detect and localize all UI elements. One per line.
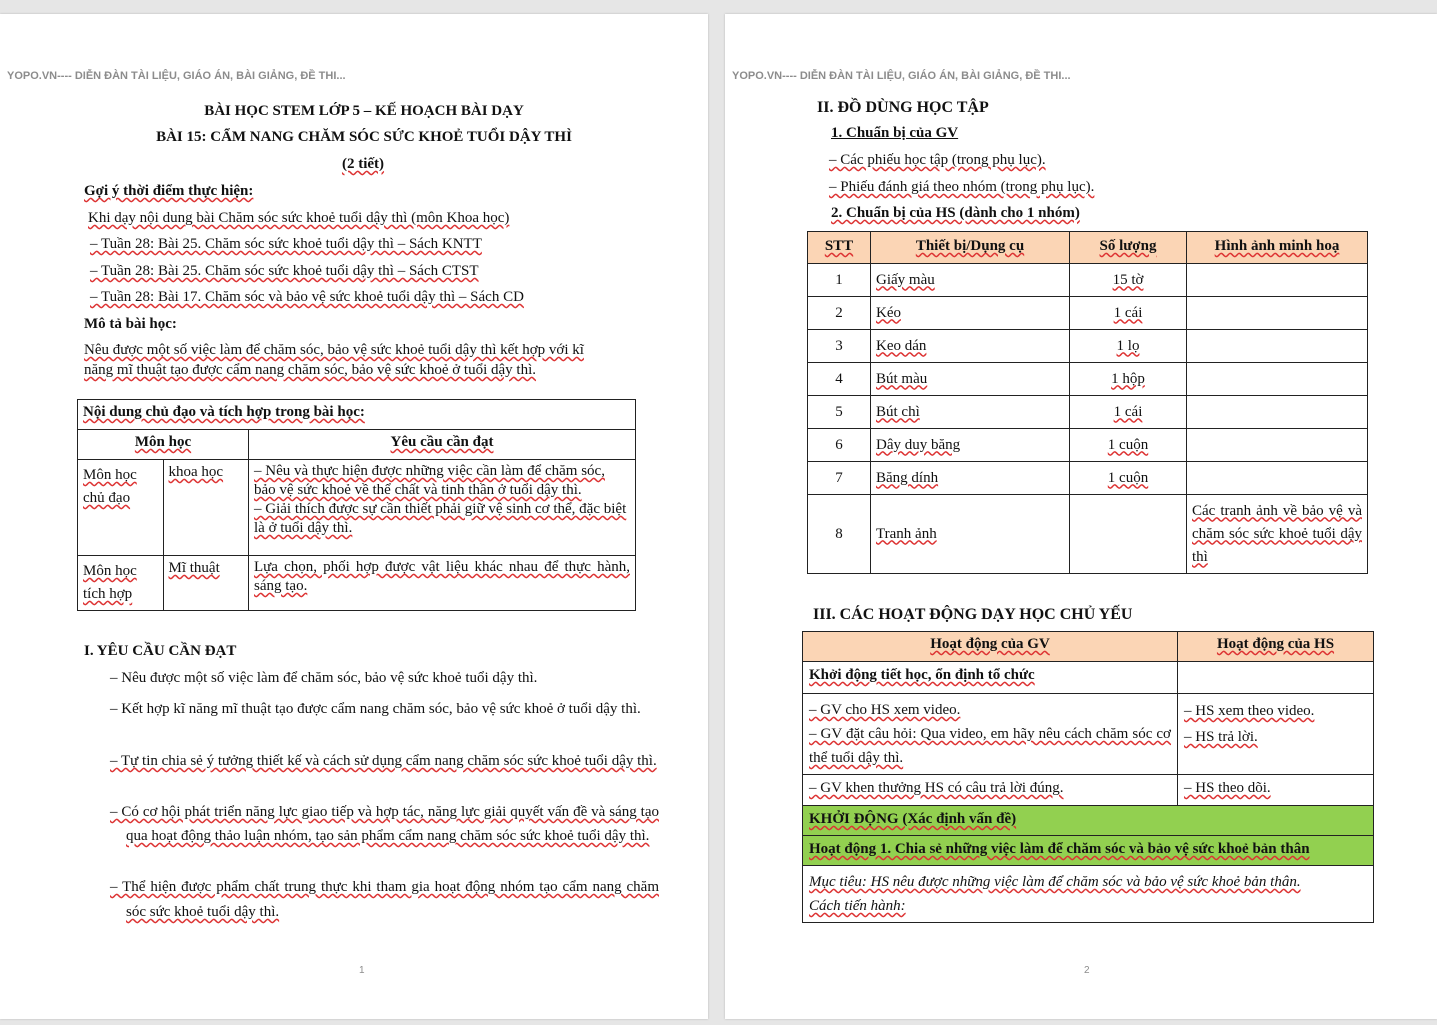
item-cell: Tranh ảnh	[871, 495, 1070, 574]
item-cell: Băng dính	[871, 462, 1070, 495]
table-row	[808, 297, 1368, 330]
col-subject-header: Môn học	[78, 430, 249, 460]
gv-activity: – GV cho HS xem video.	[809, 702, 961, 718]
suggest-item: – Tuần 28: Bài 25. Chăm sóc sức khoẻ tuổi dậy thì – Sách CTST	[90, 263, 479, 279]
col-requirement-header: Yêu cầu cần đạt	[249, 430, 636, 460]
lesson-title: BÀI HỌC STEM LỚP 5 – KẾ HOẠCH BÀI DẠY	[204, 103, 524, 119]
illustration-cell	[1187, 462, 1368, 495]
item-cell: Kéo	[871, 297, 1070, 330]
requirement-text: Lựa chọn, phối hợp được vật liệu khác nhau để thực hành, sáng tạo.	[249, 556, 636, 611]
table-row	[808, 429, 1368, 462]
page-header: YOPO.VN---- DIỄN ĐÀN TÀI LIỆU, GIÁO ÁN, BÀI GIẢNG, ĐỀ THI...	[7, 70, 346, 82]
section-3-heading: III. CÁC HOẠT ĐỘNG DẠY HỌC CHỦ YẾU	[813, 606, 1133, 623]
subject-kind: Môn học tích hợp	[78, 556, 164, 611]
table-row	[78, 556, 636, 611]
illustration-cell	[1187, 396, 1368, 429]
goal-cell	[803, 866, 1374, 923]
stt-cell: 1	[808, 264, 871, 297]
stt-cell: 6	[808, 429, 871, 462]
table-row	[78, 460, 636, 556]
item-cell: Giấy màu	[871, 264, 1070, 297]
content-table	[77, 399, 636, 611]
suggest-item: – Tuần 28: Bài 25. Chăm sóc sức khoẻ tuổi dậy thì – Sách KNTT	[90, 236, 482, 252]
item-cell: Keo dán	[871, 330, 1070, 363]
materials-header-cell: Hình ảnh minh hoạ	[1187, 232, 1368, 264]
quantity-cell: 1 cuộn	[1070, 462, 1187, 495]
goal-text: Mục tiêu: HS nêu được những việc làm để chăm sóc và bảo vệ sức khoẻ bản thân.	[809, 874, 1301, 890]
activities-table	[802, 631, 1374, 923]
lesson-subtitle: BÀI 15: CẨM NANG CHĂM SÓC SỨC KHOẺ TUỔI DẬY THÌ	[156, 129, 572, 145]
gv-prep-heading: 1. Chuẩn bị của GV	[831, 125, 959, 141]
hs-activity-cell	[1178, 694, 1374, 775]
materials-header-cell: STT	[808, 232, 871, 264]
suggest-heading: Gợi ý thời điểm thực hiện:	[84, 183, 254, 199]
page-number: 1	[359, 965, 365, 976]
requirement-item: – Kết hợp kĩ năng mĩ thuật tạo được cẩm nang chăm sóc, bảo vệ sức khoẻ ở tuổi dậy thì.	[110, 701, 641, 717]
item-cell: Bút chì	[871, 396, 1070, 429]
activity-1-row: Hoạt động 1. Chia sẻ những việc làm để chăm sóc và bảo vệ sức khoẻ bản thân	[803, 836, 1374, 866]
requirement-text: – Giải thích được sự cần thiết phải giữ vệ sinh cơ thể, đặc biệt là ở tuổi dậy thì.	[254, 501, 627, 536]
description-heading: Mô tả bài học:	[84, 316, 177, 332]
hs-prep-heading: 2. Chuẩn bị của HS (dành cho 1 nhóm)	[831, 205, 1080, 221]
illustration-cell	[1187, 363, 1368, 396]
hs-activity: – HS theo dõi.	[1178, 775, 1374, 806]
requirement-item: – Thể hiện được phẩm chất trung thực khi tham gia hoạt động nhóm tạo cẩm nang chăm sóc sức khoẻ tuổi dậy thì.	[110, 879, 659, 920]
quantity-cell: 1 lọ	[1070, 330, 1187, 363]
gv-prep-item: – Phiếu đánh giá theo nhóm (trong phụ lục).	[829, 179, 1095, 195]
quantity-cell: 1 cái	[1070, 297, 1187, 330]
illustration-cell: Các tranh ảnh về bảo vệ và chăm sóc sức khoẻ tuổi dậy thì	[1187, 495, 1368, 574]
section-1-heading: I. YÊU CẦU CẦN ĐẠT	[84, 643, 237, 659]
table-row	[808, 363, 1368, 396]
stage-row: KHỞI ĐỘNG (Xác định vấn đề)	[803, 806, 1374, 836]
illustration-cell	[1187, 297, 1368, 330]
requirement-item: – Nêu được một số việc làm để chăm sóc, bảo vệ sức khoẻ tuổi dậy thì.	[110, 670, 538, 686]
requirement-item: – Tự tin chia sẻ ý tưởng thiết kế và cách sử dụng cẩm nang chăm sóc sức khoẻ tuổi dậy thì.	[110, 753, 657, 769]
section-2-heading: II. ĐỒ DÙNG HỌC TẬP	[817, 99, 989, 116]
quantity-cell: 1 cái	[1070, 396, 1187, 429]
stt-cell: 7	[808, 462, 871, 495]
materials-header-cell: Số lượng	[1070, 232, 1187, 264]
table-row	[808, 264, 1368, 297]
empty-cell	[1178, 662, 1374, 694]
subject-kind: Môn học chủ đạo	[78, 460, 164, 556]
requirement-text: – Nêu và thực hiện được những việc cần làm để chăm sóc, bảo vệ sức khoẻ về thể chất và tinh thần ở tuổi dậy thì.	[254, 463, 605, 498]
quantity-cell	[1070, 495, 1187, 574]
stt-cell: 2	[808, 297, 871, 330]
quantity-cell: 1 hộp	[1070, 363, 1187, 396]
subject-name: Mĩ thuật	[163, 556, 249, 611]
materials-table	[807, 231, 1368, 574]
gv-prep-item: – Các phiếu học tập (trong phụ lục).	[829, 152, 1046, 168]
lesson-duration: (2 tiết)	[341, 156, 385, 172]
description-line: năng mĩ thuật tạo được cẩm nang chăm sóc, bảo vệ sức khoẻ ở tuổi dậy thì.	[84, 362, 537, 378]
requirement-item: – Có cơ hội phát triển năng lực giao tiếp và hợp tác, năng lực giải quyết vấn đề và sáng tạo qua hoạt động thảo luận nhóm, tạo sản phẩm cẩm nang chăm sóc sức khoẻ tuổi dậy thì.	[110, 804, 659, 844]
quantity-cell: 1 cuộn	[1070, 429, 1187, 462]
warmup-row: Khởi động tiết học, ổn định tổ chức	[803, 662, 1178, 694]
stt-cell: 8	[808, 495, 871, 574]
table-row	[808, 495, 1368, 574]
item-cell: Bút màu	[871, 363, 1070, 396]
illustration-cell	[1187, 429, 1368, 462]
illustration-cell	[1187, 330, 1368, 363]
col-hs-header: Hoạt động của HS	[1178, 632, 1374, 662]
gv-activity-cell	[803, 694, 1178, 775]
page-header: YOPO.VN---- DIỄN ĐÀN TÀI LIỆU, GIÁO ÁN, BÀI GIẢNG, ĐỀ THI...	[732, 70, 1071, 82]
document-page-2	[725, 14, 1437, 1019]
gv-activity: – GV đặt câu hỏi: Qua video, em hãy nêu cách chăm sóc cơ thể tuổi dậy thì.	[809, 726, 1171, 766]
stt-cell: 3	[808, 330, 871, 363]
suggest-intro: Khi dạy nội dung bài Chăm sóc sức khoẻ tuổi dậy thì (môn Khoa học)	[88, 210, 510, 226]
page-number: 2	[1084, 965, 1090, 976]
item-cell: Dây duy băng	[871, 429, 1070, 462]
content-table-heading: Nội dung chủ đạo và tích hợp trong bài học:	[78, 400, 636, 430]
col-gv-header: Hoạt động của GV	[803, 632, 1178, 662]
table-row	[808, 330, 1368, 363]
materials-table-body	[808, 264, 1368, 574]
table-row	[808, 462, 1368, 495]
materials-header-cell: Thiết bị/Dụng cụ	[871, 232, 1070, 264]
subject-name: khoa học	[163, 460, 249, 556]
method-text: Cách tiến hành:	[809, 898, 906, 914]
requirement-cell	[249, 460, 636, 556]
description-line: Nêu được một số việc làm để chăm sóc, bảo vệ sức khoẻ tuổi dậy thì kết hợp với kĩ	[84, 342, 584, 358]
materials-header-row	[808, 232, 1368, 264]
hs-activity: – HS xem theo video.	[1184, 703, 1315, 719]
illustration-cell	[1187, 264, 1368, 297]
stt-cell: 5	[808, 396, 871, 429]
stt-cell: 4	[808, 363, 871, 396]
suggest-item: – Tuần 28: Bài 17. Chăm sóc và bảo vệ sức khoẻ tuổi dậy thì – Sách CD	[90, 289, 524, 305]
document-page-1	[0, 14, 708, 1019]
table-row	[808, 396, 1368, 429]
quantity-cell: 15 tờ	[1070, 264, 1187, 297]
gv-activity: – GV khen thưởng HS có câu trả lời đúng.	[803, 775, 1178, 806]
hs-activity: – HS trả lời.	[1184, 729, 1258, 745]
